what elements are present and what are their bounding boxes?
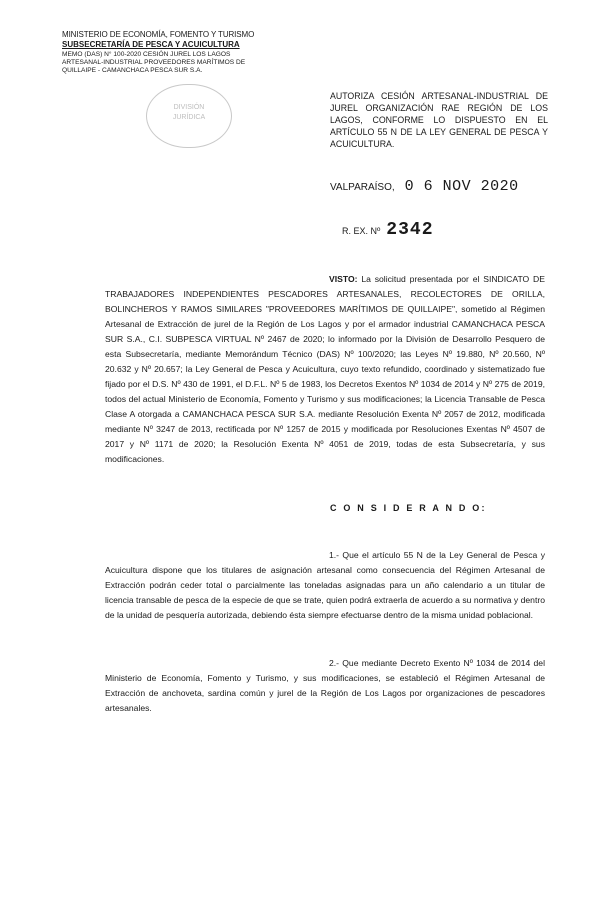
resolution-number (342, 220, 434, 240)
letterhead (62, 30, 262, 75)
legal-division-stamp (146, 84, 232, 148)
city: VALPARAÍSO, (330, 182, 395, 193)
ministry-name: MINISTERIO DE ECONOMÍA, FOMENTO Y TURISMO (62, 30, 255, 39)
visto-text: La solicitud presentada por el SINDICATO DE TRABAJADORES INDEPENDIENTES PESCADORES ARTESANALES, RECOLECTORES DE ORILLA, BOLINCHEROS Y RAMOS SIMILARES "PROVEEDORES MARÍTIMOS DE QUILLAIPE", sometido al Régimen Artesanal de Extracción de jurel de la Región de Los Lagos y por el armador industrial CAMANCHACA PESCA SUR S.A., C.I. SUBPESCA VIRTUAL Nº 2467 de 2020; lo informado por la División de Desarrollo Pesquero de esta Subsecretaría, mediante Memorándum Técnico (DAS) Nº 100/2020; las Leyes Nº 19.880, Nº 20.560, Nº 20.632 y Nº 20.657; la Ley General de Pesca y Acuicultura, cuyo texto refundido, coordinado y sistematizado fue fijado por el D.S. Nº 430 de 1991, el D.F.L. Nº 5 de 1983, los Decretos Exentos Nº 1034 de 2014 y Nº 275 de 2019, todos del actual Ministerio de Economía, Fomento y Turismo y sus modificaciones; la Licencia Transable de Pesca Clase A otorgada a CAMANCHACA PESCA SUR S.A. mediante Resolución Exenta Nº 2057 de 2012, modificada mediante Nº 3247 de 2013, rectificada por Nº 1257 de 2015 y modificada por Resoluciones Exentas Nº 4507 de 2017 y Nº 1171 de 2020; la Resolución Exenta Nº 4051 de 2019, todas de esta Subsecretaría, y sus modificaciones. (105, 274, 545, 464)
place-date (330, 178, 519, 195)
resolution-value: 2342 (386, 220, 434, 240)
considerando-heading: C O N S I D E R A N D O: (330, 503, 487, 513)
memo-reference (62, 51, 262, 76)
date-stamp: 0 6 NOV 2020 (404, 178, 519, 195)
memo-line: QUILLAIPE - CAMANCHACA PESCA SUR S.A. (62, 67, 203, 74)
considerando-item-1: 1.- Que el artículo 55 N de la Ley General de Pesca y Acuicultura dispone que los titulares de asignación artesanal como consecuencia del Régimen Artesanal de Extracción podrán ceder total o parcialmente las toneladas asignadas para un año calendario a un titular de licencia transable de pesca de la especie de que se trate, quien podrá extraerla de acuerdo a su normativa y dentro de la unidad de pesquería autorizada, debiendo ésta siempre efectuarse dentro de la misma unidad poblacional. (105, 550, 545, 620)
memo-line: ARTESANAL-INDUSTRIAL PROVEEDORES MARÍTIMOS DE (62, 58, 246, 66)
subsecretaria-name: SUBSECRETARÍA DE PESCA Y ACUICULTURA (62, 40, 240, 50)
resolution-title: AUTORIZA CESIÓN ARTESANAL-INDUSTRIAL DE JUREL ORGANIZACIÓN RAE REGIÓN DE LOS LAGOS, CONFORME LO DISPUESTO EN EL ARTÍCULO 55 N DE LA LEY GENERAL DE PESCA Y ACUICULTURA. (330, 91, 548, 149)
resolution-label: R. EX. Nº (342, 226, 381, 236)
memo-line: MEMO (DAS) N° 100-2020 CESIÓN JUREL LOS LAGOS (62, 50, 231, 58)
visto-paragraph (105, 272, 545, 467)
visto-lead: VISTO: (329, 274, 358, 284)
stamp-line: JURÍDICA (172, 114, 206, 121)
considerando-item-2: 2.- Que mediante Decreto Exento Nº 1034 de 2014 del Ministerio de Economía, Fomento y Turismo, y sus modificaciones, se estableció el Régimen Artesanal de Extracción de anchoveta, sardina común y jurel de la Región de Los Lagos por organizaciones de pescadores artesanales. (105, 658, 545, 713)
stamp-line: DIVISIÓN (173, 104, 205, 111)
